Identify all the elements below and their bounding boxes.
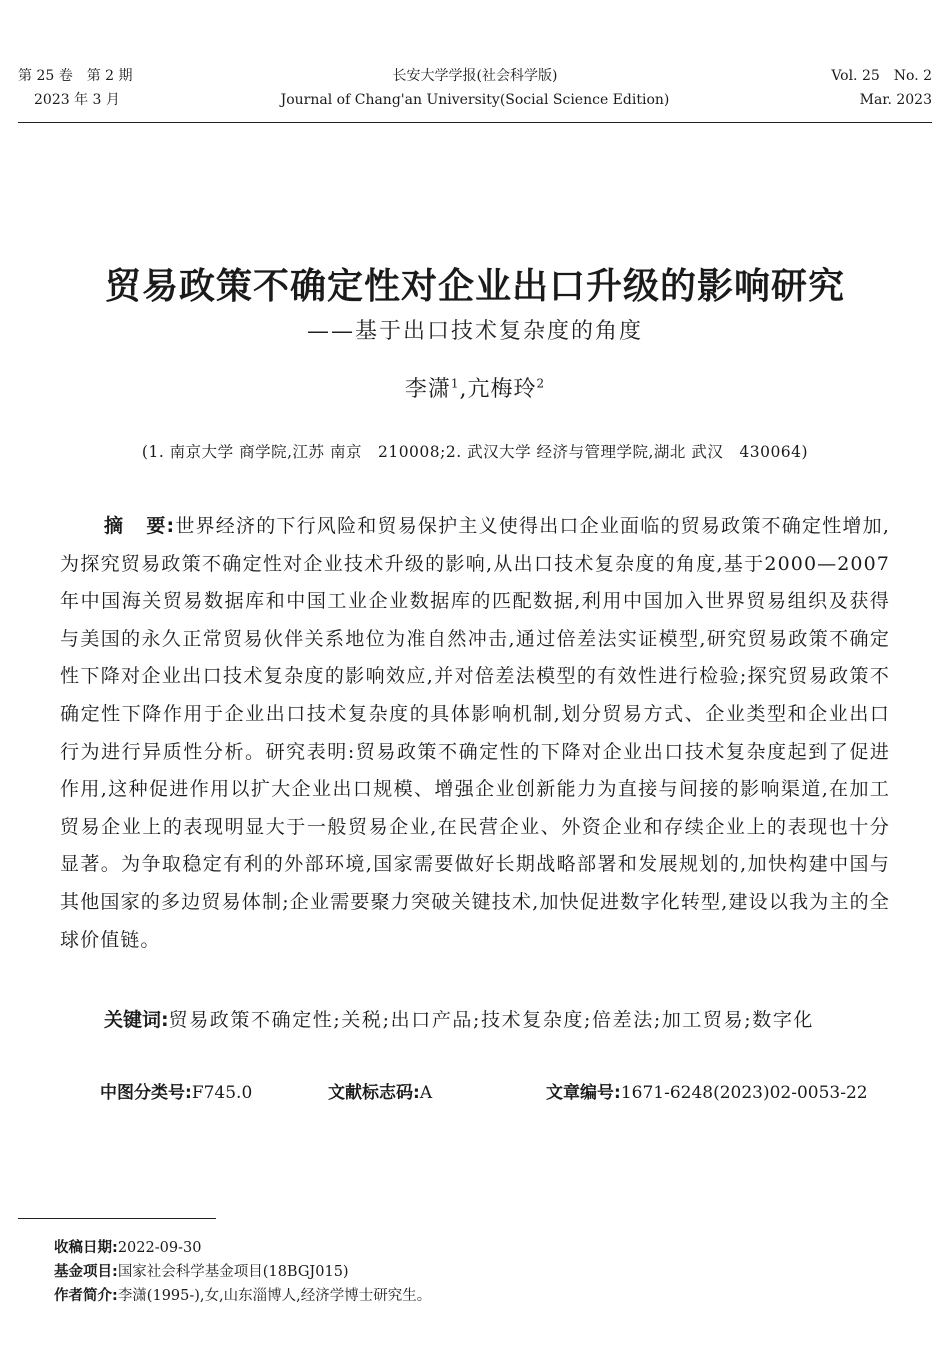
running-header: [18, 64, 932, 123]
author-bio: 作者简介:李潇(1995-),女,山东淄博人,经济学博士研究生。: [54, 1288, 432, 1304]
affiliation-marker: 2: [536, 376, 546, 391]
date-cn: 2023 年 3 月: [34, 92, 120, 108]
article-id: 文章编号:1671-6248(2023)02-0053-22: [546, 1083, 868, 1103]
document-code: 文献标志码:A: [328, 1083, 433, 1103]
received-date: 收稿日期:2022-09-30: [54, 1240, 202, 1256]
header-right: [831, 64, 932, 112]
clc-number: 中图分类号:F745.0: [100, 1083, 253, 1103]
abstract-label: 摘 要:: [104, 515, 176, 537]
volume-issue-cn: 第 25 卷 第 2 期: [18, 68, 133, 84]
article-title: 贸易政策不确定性对企业出口升级的影响研究: [104, 265, 845, 307]
article-subtitle: ——基于出口技术复杂度的角度: [306, 319, 643, 344]
journal-name-cn: 长安大学学报(社会科学版): [392, 68, 558, 84]
footnote-divider: [18, 1218, 216, 1219]
keywords-label: 关键词:: [104, 1009, 169, 1031]
affiliation-marker: 1: [450, 376, 460, 391]
author-name: 亢梅玲: [467, 377, 537, 402]
footnotes: [54, 1236, 431, 1308]
funding: 基金项目:国家社会科学基金项目(18BGJ015): [54, 1264, 349, 1280]
journal-name-en: Journal of Chang'an University(Social Science Edition): [280, 92, 670, 108]
volume-issue-en: Vol. 25 No. 2: [831, 68, 932, 84]
date-en: Mar. 2023: [859, 92, 932, 108]
abstract: [60, 508, 890, 959]
header-center: [18, 64, 932, 112]
author-separator: ,: [459, 377, 468, 402]
author-name: 李潇: [404, 377, 451, 402]
keywords-text: 贸易政策不确定性;关税;出口产品;技术复杂度;倍差法;加工贸易;数字化: [168, 1009, 815, 1031]
author-line: [0, 372, 950, 403]
affiliations: (1. 南京大学 商学院,江苏 南京 210008;2. 武汉大学 经济与管理学院,湖北 武汉 430064): [141, 443, 809, 461]
keywords: [60, 1002, 890, 1038]
abstract-text: 世界经济的下行风险和贸易保护主义使得出口企业面临的贸易政策不确定性增加,为探究贸易政策不确定性对企业技术升级的影响,从出口技术复杂度的角度,基于2000—2007年中国海关贸易数据库和中国工业企业数据库的匹配数据,利用中国加入世界贸易组织及获得与美国的永久正常贸易伙伴关系地位为准自然冲击,通过倍差法实证模型,研究贸易政策不确定性下降对企业出口技术复杂度的影响效应,并对倍差法模型的有效性进行检验;探究贸易政策不确定性下降作用于企业出口技术复杂度的具体影响机制,划分贸易方式、企业类型和企业出口行为进行异质性分析。研究表明:贸易政策不确定性的下降对企业出口技术复杂度起到了促进作用,这种促进作用以扩大企业出口规模、增强企业创新能力为直接与间接的影响渠道,在加工贸易企业上的表现明显大于一般贸易企业,在民营企业、外资企业和存续企业上的表现也十分显著。为争取稳定有利的外部环境,国家需要做好长期战略部署和发展规划的,加快构建中国与其他国家的多边贸易体制;企业需要聚力突破关键技术,加快促进数字化转型,建设以我为主的全球价值链。: [60, 515, 890, 951]
